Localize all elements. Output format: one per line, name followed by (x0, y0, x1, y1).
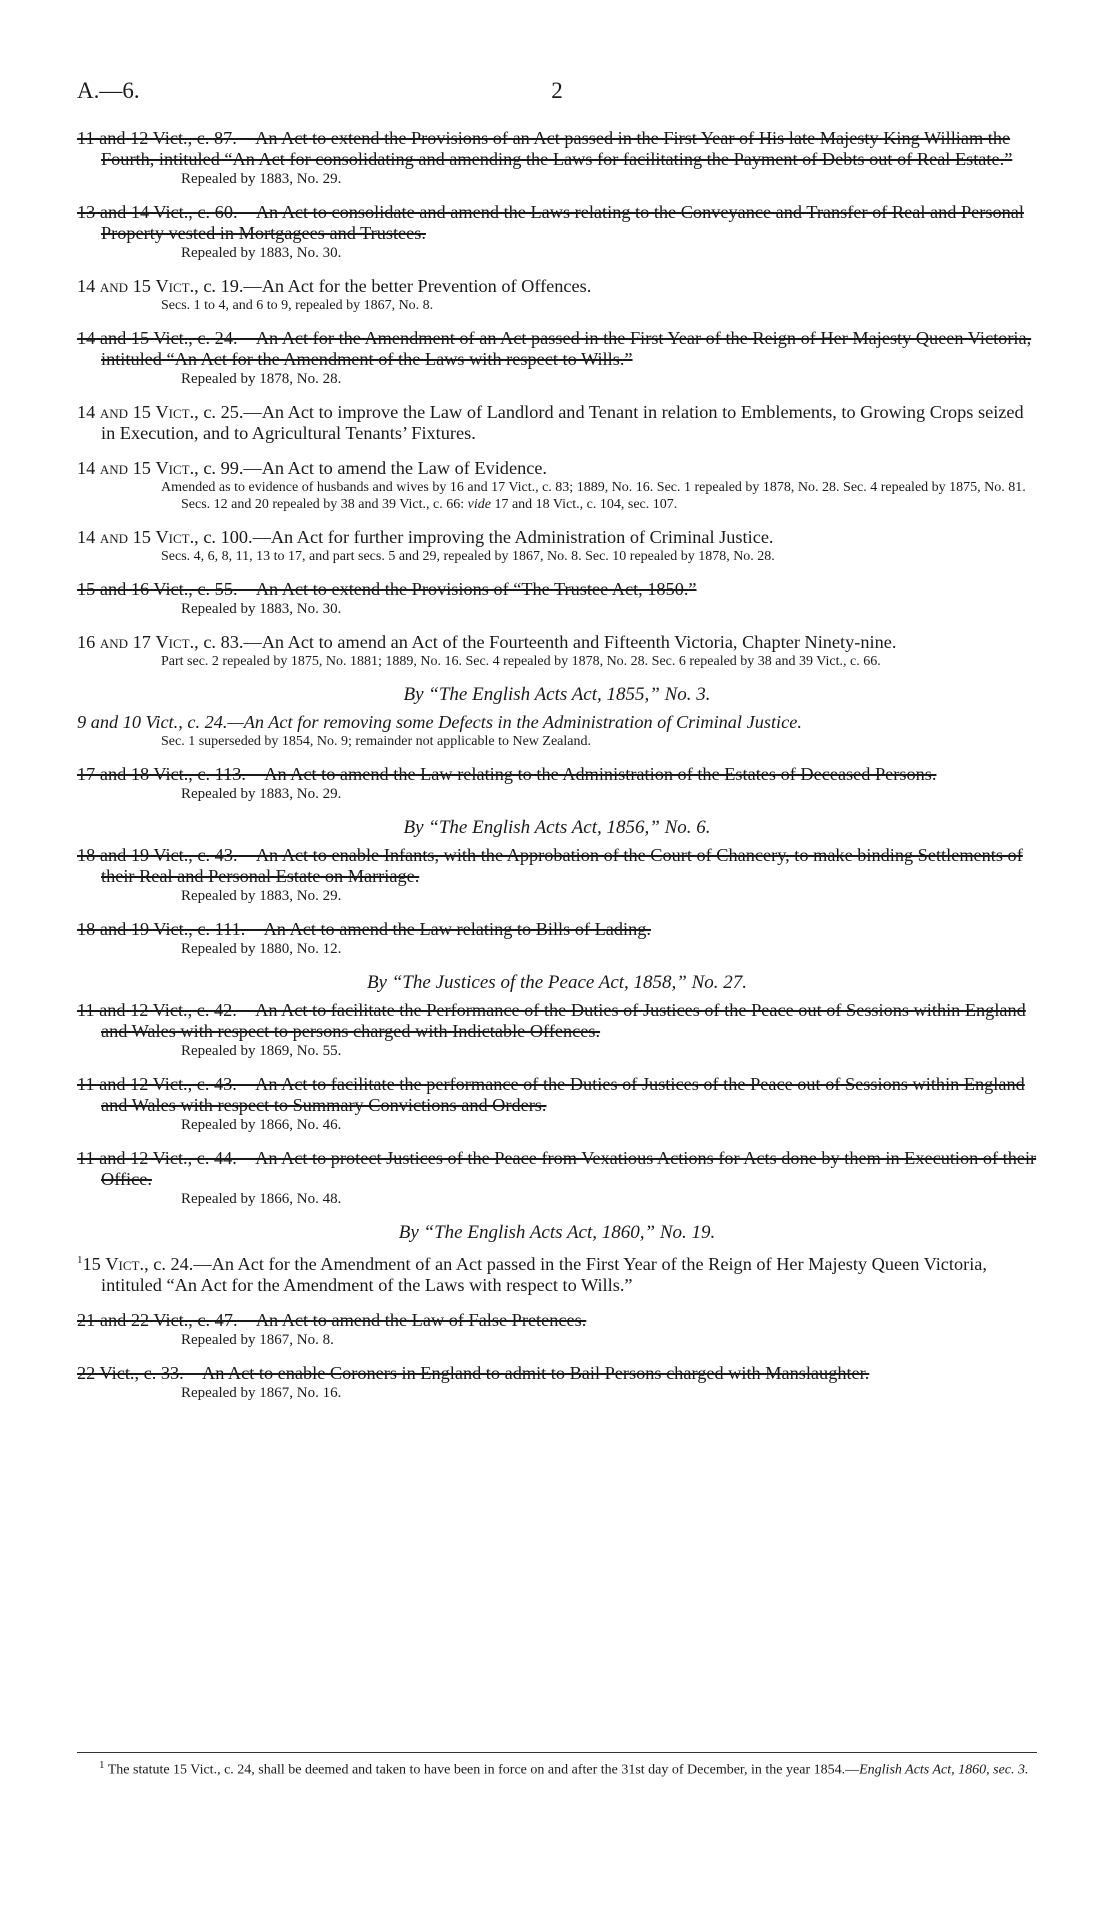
act-entry (77, 1000, 1037, 1060)
act-entry (77, 1250, 1037, 1296)
repeal-note: Repealed by 1866, No. 46. (181, 1117, 342, 1133)
act-entry (77, 764, 1037, 803)
act-title: 14 and 15 Vict., c. 100.—An Act for further improving the Administration of Criminal Justice. (77, 527, 774, 547)
act-entry (77, 527, 1037, 565)
act-entry (77, 458, 1037, 513)
amendment-note: Secs. 4, 6, 8, 11, 13 to 17, and part secs. 5 and 29, repealed by 1867, No. 8. Sec. 10 repealed by 1878, No. 28. (161, 549, 775, 564)
act-entry (77, 276, 1037, 314)
repealed-act-title: 15 and 16 Vict., c. 55.—An Act to extend the Provisions of “The Trustee Act, 1850.” (77, 579, 697, 599)
section-heading: By “The English Acts Act, 1855,” No. 3. (403, 684, 711, 705)
repealed-act-title: 17 and 18 Vict., c. 113.—An Act to amend the Law relating to the Administration of the Estates of Deceased Persons. (77, 764, 937, 784)
repealed-act-title: 11 and 12 Vict., c. 44.—An Act to protect Justices of the Peace from Vexatious Actions for Acts done by them in Execution of their Office. (77, 1148, 1037, 1189)
repeal-note: Repealed by 1867, No. 8. (181, 1332, 334, 1349)
footnote-marker: 1 (99, 1759, 105, 1771)
document-body (77, 128, 1037, 1416)
act-entry (77, 712, 1037, 750)
act-entry (77, 328, 1037, 388)
repeal-note: Repealed by 1883, No. 29. (181, 786, 342, 802)
act-title: 16 and 17 Vict., c. 83.—An Act to amend an Act of the Fourteenth and Fifteenth Victoria, Chapter Ninety-nine. (77, 632, 897, 652)
repeal-note: Repealed by 1883, No. 29. (181, 888, 342, 904)
act-title: $^1$15 Vict., c. 24.—An Act for the Amendment of an Act passed in the First Year of the Reign of Her Majesty Queen Victoria, intituled “An Act for the Amendment of the Laws with respect to Wills.” (77, 1254, 987, 1296)
act-title: 14 and 15 Vict., c. 19.—An Act for the better Prevention of Offences. (77, 276, 592, 296)
footnote-marker: 1 (77, 1254, 83, 1266)
amendment-note: Sec. 1 superseded by 1854, No. 9; remainder not applicable to New Zealand. (161, 734, 591, 749)
repeal-note: Repealed by 1883, No. 30. (181, 601, 342, 617)
act-entry (77, 919, 1037, 958)
page-number: 2 (551, 78, 563, 103)
repealed-act-title: 13 and 14 Vict., c. 60.—An Act to consolidate and amend the Laws relating to the Conveyance and Transfer of Real and Personal Property vested in Mortgagees and Trustees. (77, 202, 1024, 243)
repeal-note: Repealed by 1883, No. 30. (181, 245, 342, 261)
amendment-note: Secs. 1 to 4, and 6 to 9, repealed by 1867, No. 8. (161, 298, 434, 313)
page-header (77, 78, 1037, 104)
repealed-act-title: 22 Vict., c. 33.—An Act to enable Coroners in England to admit to Bail Persons charged with Manslaughter. (77, 1363, 870, 1384)
act-entry (77, 845, 1037, 905)
repeal-note: Repealed by 1878, No. 28. (181, 371, 342, 387)
repealed-act-title: 11 and 12 Vict., c. 87.—An Act to extend the Provisions of an Act passed in the First Year of His late Majesty King William the Fourth, intituled “An Act for consolidating and amending the Laws for facilitating the Payment of Debts out of Real Estate.” (77, 128, 1013, 169)
repealed-act-title: 11 and 12 Vict., c. 42.—An Act to facilitate the Performance of the Duties of Justices of the Peace out of Sessions within England and Wales with respect to persons charged with Indictable Offences. (77, 1000, 1026, 1041)
document-reference: A.—6. (77, 78, 140, 103)
act-title: 9 and 10 Vict., c. 24.—An Act for removing some Defects in the Administration of Criminal Justice. (77, 712, 802, 732)
act-entry (77, 1363, 1037, 1402)
act-title: 14 and 15 Vict., c. 25.—An Act to improve the Law of Landlord and Tenant in relation to Emblements, to Growing Crops seized in Execution, and to Agricultural Tenants’ Fixtures. (77, 402, 1024, 443)
repealed-act-title: 14 and 15 Vict., c. 24.—An Act for the Amendment of an Act passed in the First Year of the Reign of Her Majesty Queen Victoria, intituled “An Act for the Amendment of the Laws with respect to Wills.” (77, 328, 1032, 369)
act-entry (77, 1148, 1037, 1208)
repeal-note: Repealed by 1867, No. 16. (181, 1385, 342, 1402)
repeal-note: Repealed by 1869, No. 55. (181, 1043, 342, 1059)
act-entry (77, 128, 1037, 188)
amendment-note: Part sec. 2 repealed by 1875, No. 1881; 1889, No. 16. Sec. 4 repealed by 1878, No. 28. Sec. 6 repealed by 38 and 39 Vict., c. 66. (161, 654, 881, 669)
act-title: 14 and 15 Vict., c. 99.—An Act to amend the Law of Evidence. (77, 458, 548, 478)
act-entry (77, 202, 1037, 262)
repeal-note: Repealed by 1883, No. 29. (181, 171, 342, 187)
amendment-note: Amended as to evidence of husbands and wives by 16 and 17 Vict., c. 83; 1889, No. 16. Sec. 1 repealed by 1878, No. 28. Sec. 4 repealed by 1875, No. 81. Secs. 12 and 20 repealed by 38 and 39 Vict., c. 66: vide 17 and 18 Vict., c. 104, sec. 107. (161, 480, 1026, 512)
repeal-note: Repealed by 1866, No. 48. (181, 1191, 342, 1207)
repeal-note: Repealed by 1880, No. 12. (181, 941, 342, 957)
repealed-act-title: 18 and 19 Vict., c. 43.—An Act to enable Infants, with the Approbation of the Court of Chancery, to make binding Settlements of their Real and Personal Estate on Marriage. (77, 845, 1023, 886)
act-entry (77, 632, 1037, 670)
repealed-act-title: 11 and 12 Vict., c. 43.—An Act to facilitate the performance of the Duties of Justices of the Peace out of Sessions within England and Wales with respect to Summary Convictions and Orders. (77, 1074, 1025, 1115)
section-heading: By “The English Acts Act, 1860,” No. 19. (398, 1222, 716, 1243)
footnote: $^1$ The statute 15 Vict., c. 24, shall be deemed and taken to have been in force on and after the 31st day of December, in the year 1854.—English Acts Act, 1860, sec. 3. (99, 1759, 1029, 1778)
repealed-act-title: 21 and 22 Vict., c. 47.—An Act to amend the Law of False Pretences. (77, 1310, 587, 1331)
act-entry (77, 579, 1037, 618)
act-entry (77, 1074, 1037, 1134)
act-entry (77, 1310, 1037, 1349)
section-heading: By “The English Acts Act, 1856,” No. 6. (403, 817, 711, 838)
footnote-divider (77, 1752, 1037, 1753)
section-heading: By “The Justices of the Peace Act, 1858,” No. 27. (366, 972, 748, 993)
repealed-act-title: 18 and 19 Vict., c. 111.—An Act to amend the Law relating to Bills of Lading. (77, 919, 651, 939)
act-entry (77, 402, 1037, 444)
